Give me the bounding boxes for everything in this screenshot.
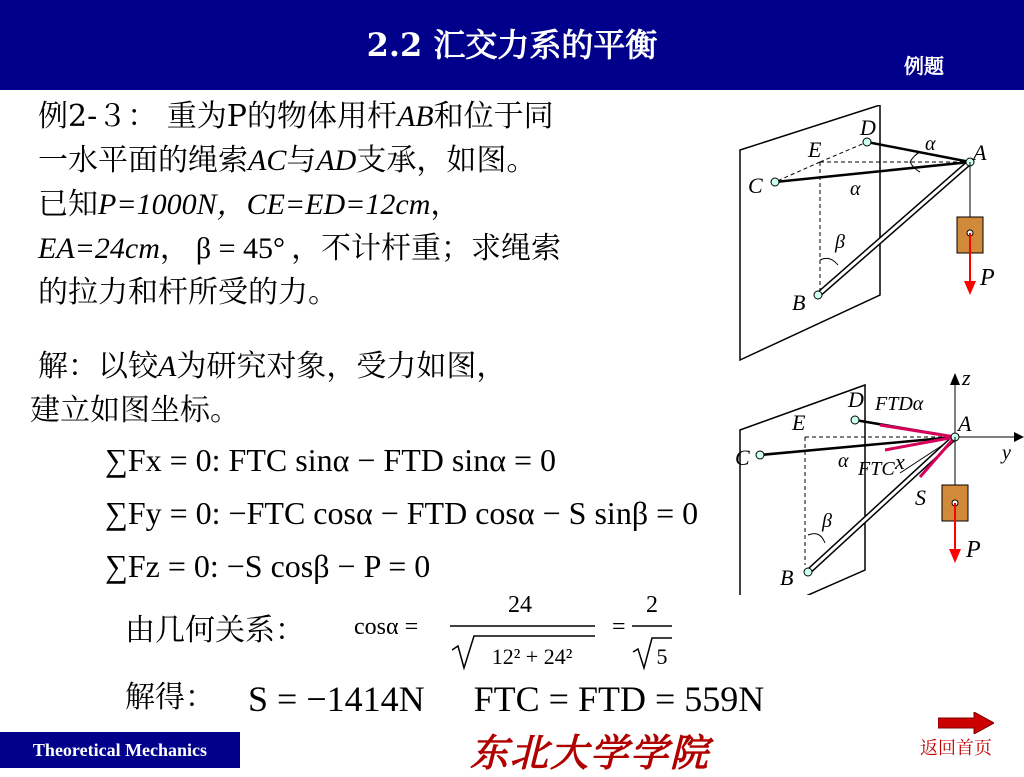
problem-line-2 — [38, 139, 718, 183]
alpha-arc-1 — [910, 152, 920, 162]
geometry-label: 由几何关系： — [125, 613, 305, 648]
cable-ac-2 — [760, 437, 955, 455]
weight-arrow-head-2 — [949, 549, 961, 563]
y-axis-head — [1014, 432, 1024, 442]
problem-text: AD — [316, 144, 357, 177]
problem-text: 支承，如图。 — [356, 143, 537, 178]
course-badge: Theoretical Mechanics — [0, 732, 240, 768]
result-f: FTC = FTD = 559N — [473, 679, 765, 719]
point-c — [771, 178, 779, 186]
cable-ac — [775, 162, 970, 182]
solution-text: 解：以铰 — [38, 349, 158, 384]
label-z: z — [962, 365, 971, 390]
label-c: C — [748, 173, 763, 198]
label-s: S — [915, 485, 926, 510]
problem-given: EA=24cm — [38, 232, 160, 265]
problem-text: ， — [430, 187, 461, 222]
solution-intro — [30, 345, 690, 433]
label-p: P — [980, 265, 995, 291]
point-c-2 — [756, 451, 764, 459]
label-d: D — [860, 115, 876, 140]
weight-arrow-head — [964, 281, 976, 295]
problem-text: ，不计杆重；求绳索 — [291, 231, 562, 266]
label-beta: β — [835, 231, 845, 253]
problem-text: 一水平面的绳索 — [38, 143, 248, 178]
problem-text: 重为P的物体用杆 — [166, 99, 397, 134]
home-link[interactable]: 返回首页 — [920, 738, 992, 759]
equation-sum-fx: ∑Fx = 0: FTC sinα − FTD sinα = 0 — [105, 442, 556, 478]
equation-sum-fy: ∑Fy = 0: −FTC cosα − FTD cosα − S sinβ = 0 — [105, 495, 699, 531]
header-bar — [0, 0, 1024, 90]
point-b-2 — [804, 568, 812, 576]
problem-line-3 — [38, 183, 718, 227]
label-a-2: A — [958, 411, 972, 436]
denominator-sqrt: 12² + 24² — [491, 644, 573, 669]
label-e: E — [808, 137, 822, 162]
problem-line-4 — [38, 227, 718, 271]
cos-alpha-fraction — [350, 592, 680, 682]
cos-lhs: cosα = — [354, 614, 419, 640]
label-ftc: FTC — [858, 458, 895, 480]
label-alpha-2: α — [838, 450, 849, 472]
result-equation — [248, 678, 764, 720]
line-ed — [820, 142, 867, 162]
force-ftd — [880, 425, 955, 437]
solution-text: A — [158, 350, 177, 383]
label-a: A — [973, 140, 987, 165]
label-alpha-mid: α — [850, 178, 861, 200]
problem-text: AC — [248, 144, 287, 177]
problem-text: 已知 — [38, 187, 98, 222]
next-arrow-icon[interactable] — [938, 712, 994, 734]
section-tag: 例题 — [904, 54, 944, 78]
problem-line-1 — [38, 95, 718, 139]
problem-text: 和位于同 — [433, 99, 554, 134]
label-ftd: FTDα — [875, 393, 924, 415]
problem-given: P=1000N，CE=ED=12cm — [98, 188, 431, 221]
denominator-sqrt5: 5 — [656, 644, 668, 669]
university-logo: 东北大学学院 — [470, 730, 711, 775]
numerator-2: 2 — [646, 592, 658, 618]
slide-title: 2.2 汇交力系的平衡 — [366, 26, 658, 64]
z-axis-head — [950, 373, 960, 385]
label-alpha-top: α — [925, 133, 936, 155]
label-beta-2: β — [822, 510, 832, 532]
point-b — [814, 291, 822, 299]
problem-text: AB — [396, 100, 434, 133]
label-p-2: P — [966, 537, 981, 563]
problem-line-5: 的拉力和杆所受的力。 — [38, 275, 338, 310]
point-d-2 — [851, 416, 859, 424]
equation-sum-fz: ∑Fz = 0: −S cosβ − P = 0 — [105, 548, 431, 584]
label-b-2: B — [780, 565, 794, 590]
solution-text: 为研究对象，受力如图， — [176, 349, 507, 384]
label-d-2: D — [848, 387, 864, 412]
label-b: B — [792, 290, 806, 315]
label-c-2: C — [735, 445, 750, 470]
problem-text: 与 — [286, 143, 317, 178]
numerator-24: 24 — [508, 592, 532, 618]
label-x: x — [895, 449, 905, 474]
result-label: 解得： — [125, 680, 215, 715]
result-s: S = −1414N — [248, 679, 425, 719]
problem-label: 例2-３： — [38, 99, 158, 134]
problem-text: ， — [159, 231, 190, 266]
rod-ab-fill — [818, 162, 970, 295]
diagram-free-body — [730, 365, 1024, 595]
equals-sign: = — [612, 614, 626, 640]
beta-arc-2 — [808, 534, 825, 543]
solution-line-2: 建立如图坐标。 — [30, 393, 240, 428]
label-e-2: E — [792, 410, 806, 435]
problem-statement — [38, 95, 718, 315]
beta-angle-value: β = 45° — [195, 232, 286, 265]
solution-line-1 — [30, 345, 690, 389]
cos-alpha-formula — [350, 592, 680, 689]
cable-ad — [867, 142, 970, 162]
beta-arc — [820, 258, 838, 265]
diagram-rod-cables — [730, 105, 1020, 365]
label-y: y — [1002, 442, 1011, 464]
